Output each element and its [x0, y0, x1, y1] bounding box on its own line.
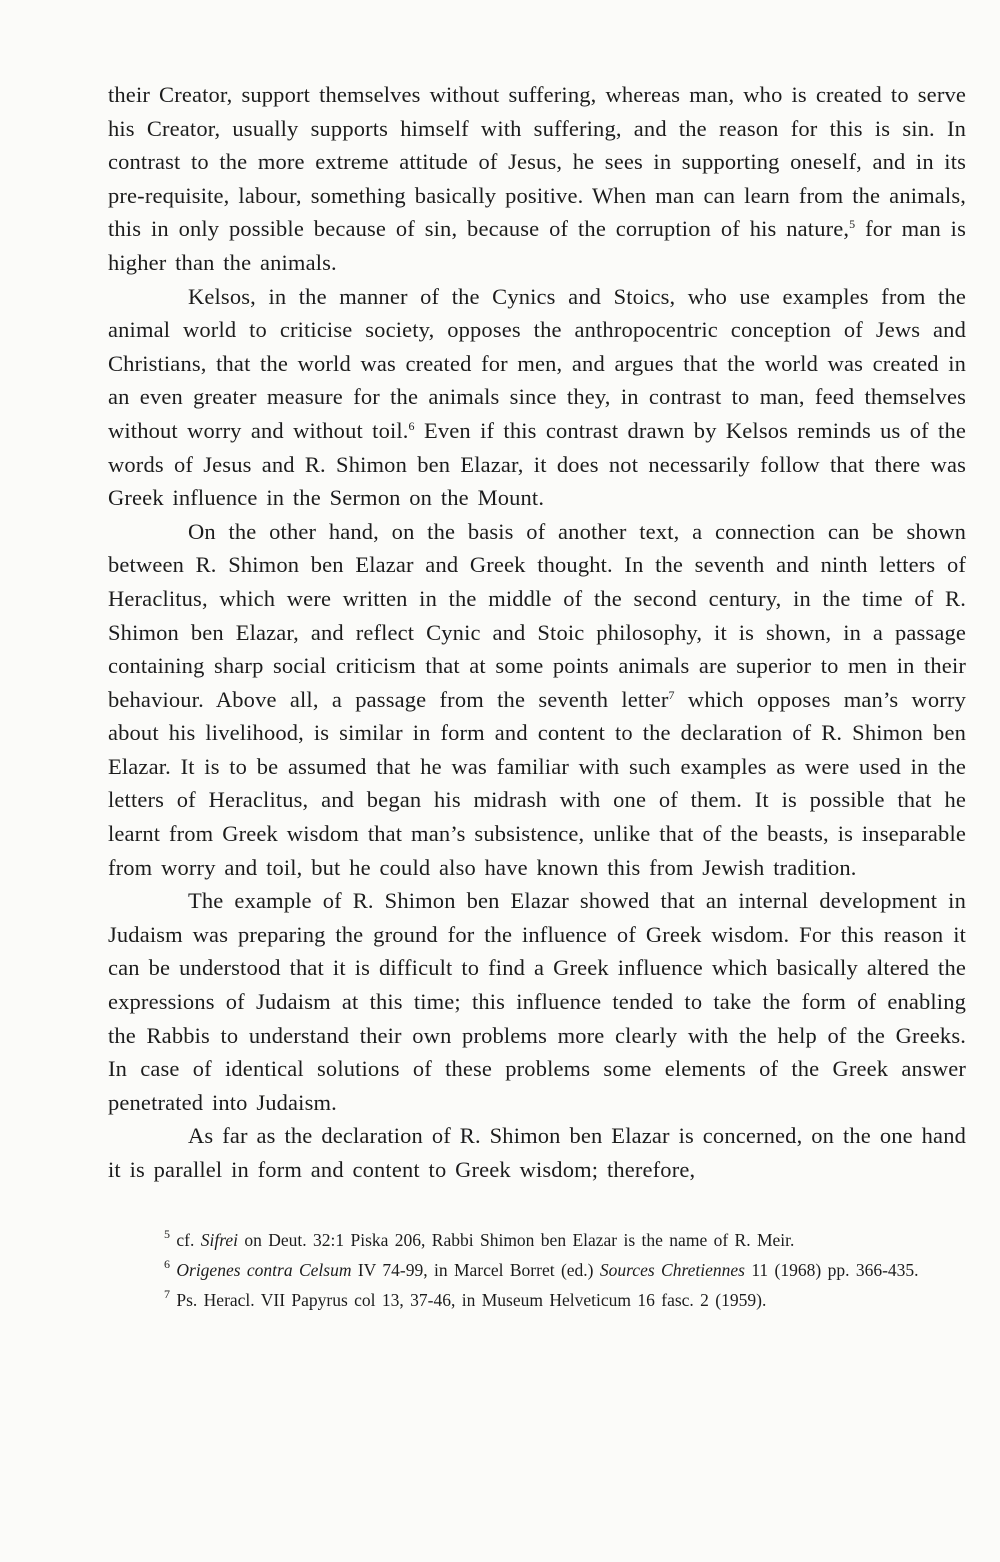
paragraph	[108, 515, 966, 885]
text-run: Even if this contrast drawn by Kelsos reminds us of the words of Jesus and R. Shimon ben Elazar, it does not necessarily follow that there was Greek influence in the Sermon on the Mount.	[108, 417, 966, 511]
footnote-marker: 6	[408, 418, 415, 433]
italic-title: Sources Chretiennes	[599, 1259, 745, 1280]
text-run: Ps. Heracl. VII Papyrus col 13, 37-46, in Museum Helveticum 16 fasc. 2 (1959).	[170, 1289, 767, 1310]
body-text	[108, 78, 966, 1187]
italic-title: Sifrei	[200, 1229, 238, 1250]
text-run: cf.	[170, 1229, 201, 1250]
text-run: On the other hand, on the basis of another text, a connection can be shown between R. Shimon ben Elazar and Greek thought. In the seventh and ninth letters of Heraclitus, which were written in the middle of the second century, in the time of R. Shimon ben Elazar, and reflect Cynic and Stoic philosophy, it is shown, in a passage containing sharp social criticism that at some points animals are superior to men in their behaviour. Above all, a passage from the seventh letter	[108, 518, 966, 712]
paragraph	[108, 78, 966, 280]
footnotes	[108, 1227, 966, 1313]
italic-title: Origenes contra Celsum	[176, 1259, 352, 1280]
footnote-marker: 5	[164, 1226, 170, 1241]
text-run: which opposes man’s worry about his livelihood, is similar in form and content to the declaration of R. Shimon ben Elazar. It is to be assumed that he was familiar with such examples as were used in the letters of Heraclitus, and began his midrash with one of them. It is possible that he learnt from Greek wisdom that man’s subsistence, unlike that of the beasts, is inseparable from worry and toil, but he could also have known this from Jewish tradition.	[108, 686, 966, 880]
footnote-marker: 7	[668, 687, 675, 702]
text-run: Kelsos, in the manner of the Cynics and Stoics, who use examples from the animal world to criticise society, opposes the anthropocentric conception of Jews and Christians, that the world was created for men, and argues that the world was created in an even greater measure for the animals since they, in contrast to man, feed themselves without worry and without toil.	[108, 283, 966, 443]
text-run: on Deut. 32:1 Piska 206, Rabbi Shimon ben Elazar is the name of R. Meir.	[238, 1229, 795, 1250]
footnote	[102, 1257, 966, 1283]
text-run: IV 74-99, in Marcel Borret (ed.)	[351, 1259, 600, 1280]
text-run: for man is higher than the animals.	[108, 216, 966, 275]
text-run: their Creator, support themselves without suffering, whereas man, who is created to serve his Creator, usually supports himself with suffering, and the reason for this is sin. In contrast to the more extreme attitude of Jesus, he sees in supporting oneself, and in its pre-requisite, labour, something basically positive. When man can learn from the animals, this in only possible because of sin, because of the corruption of his nature,	[108, 82, 966, 242]
text-run: The example of R. Shimon ben Elazar showed that an internal development in Judaism was preparing the ground for the influence of Greek wisdom. For this reason it can be understood that it is difficult to find a Greek influence which basically altered the expressions of Judaism at this time; this influence tended to take the form of enabling the Rabbis to understand their own problems more clearly with the help of the Greeks. In case of identical solutions of these problems some elements of the Greek answer penetrated into Judaism.	[108, 888, 966, 1115]
footnote	[102, 1287, 966, 1313]
footnote-marker: 5	[849, 217, 856, 232]
text-run: 11 (1968) pp. 366-435.	[744, 1259, 919, 1280]
footnote-marker: 7	[164, 1286, 170, 1301]
footnote	[102, 1227, 966, 1253]
paragraph	[108, 280, 966, 515]
paragraph	[108, 1119, 966, 1186]
text-run: As far as the declaration of R. Shimon ben Elazar is concerned, on the one hand it is parallel in form and content to Greek wisdom; therefore,	[108, 1123, 966, 1182]
footnote-marker: 6	[164, 1256, 170, 1271]
paragraph	[108, 884, 966, 1119]
